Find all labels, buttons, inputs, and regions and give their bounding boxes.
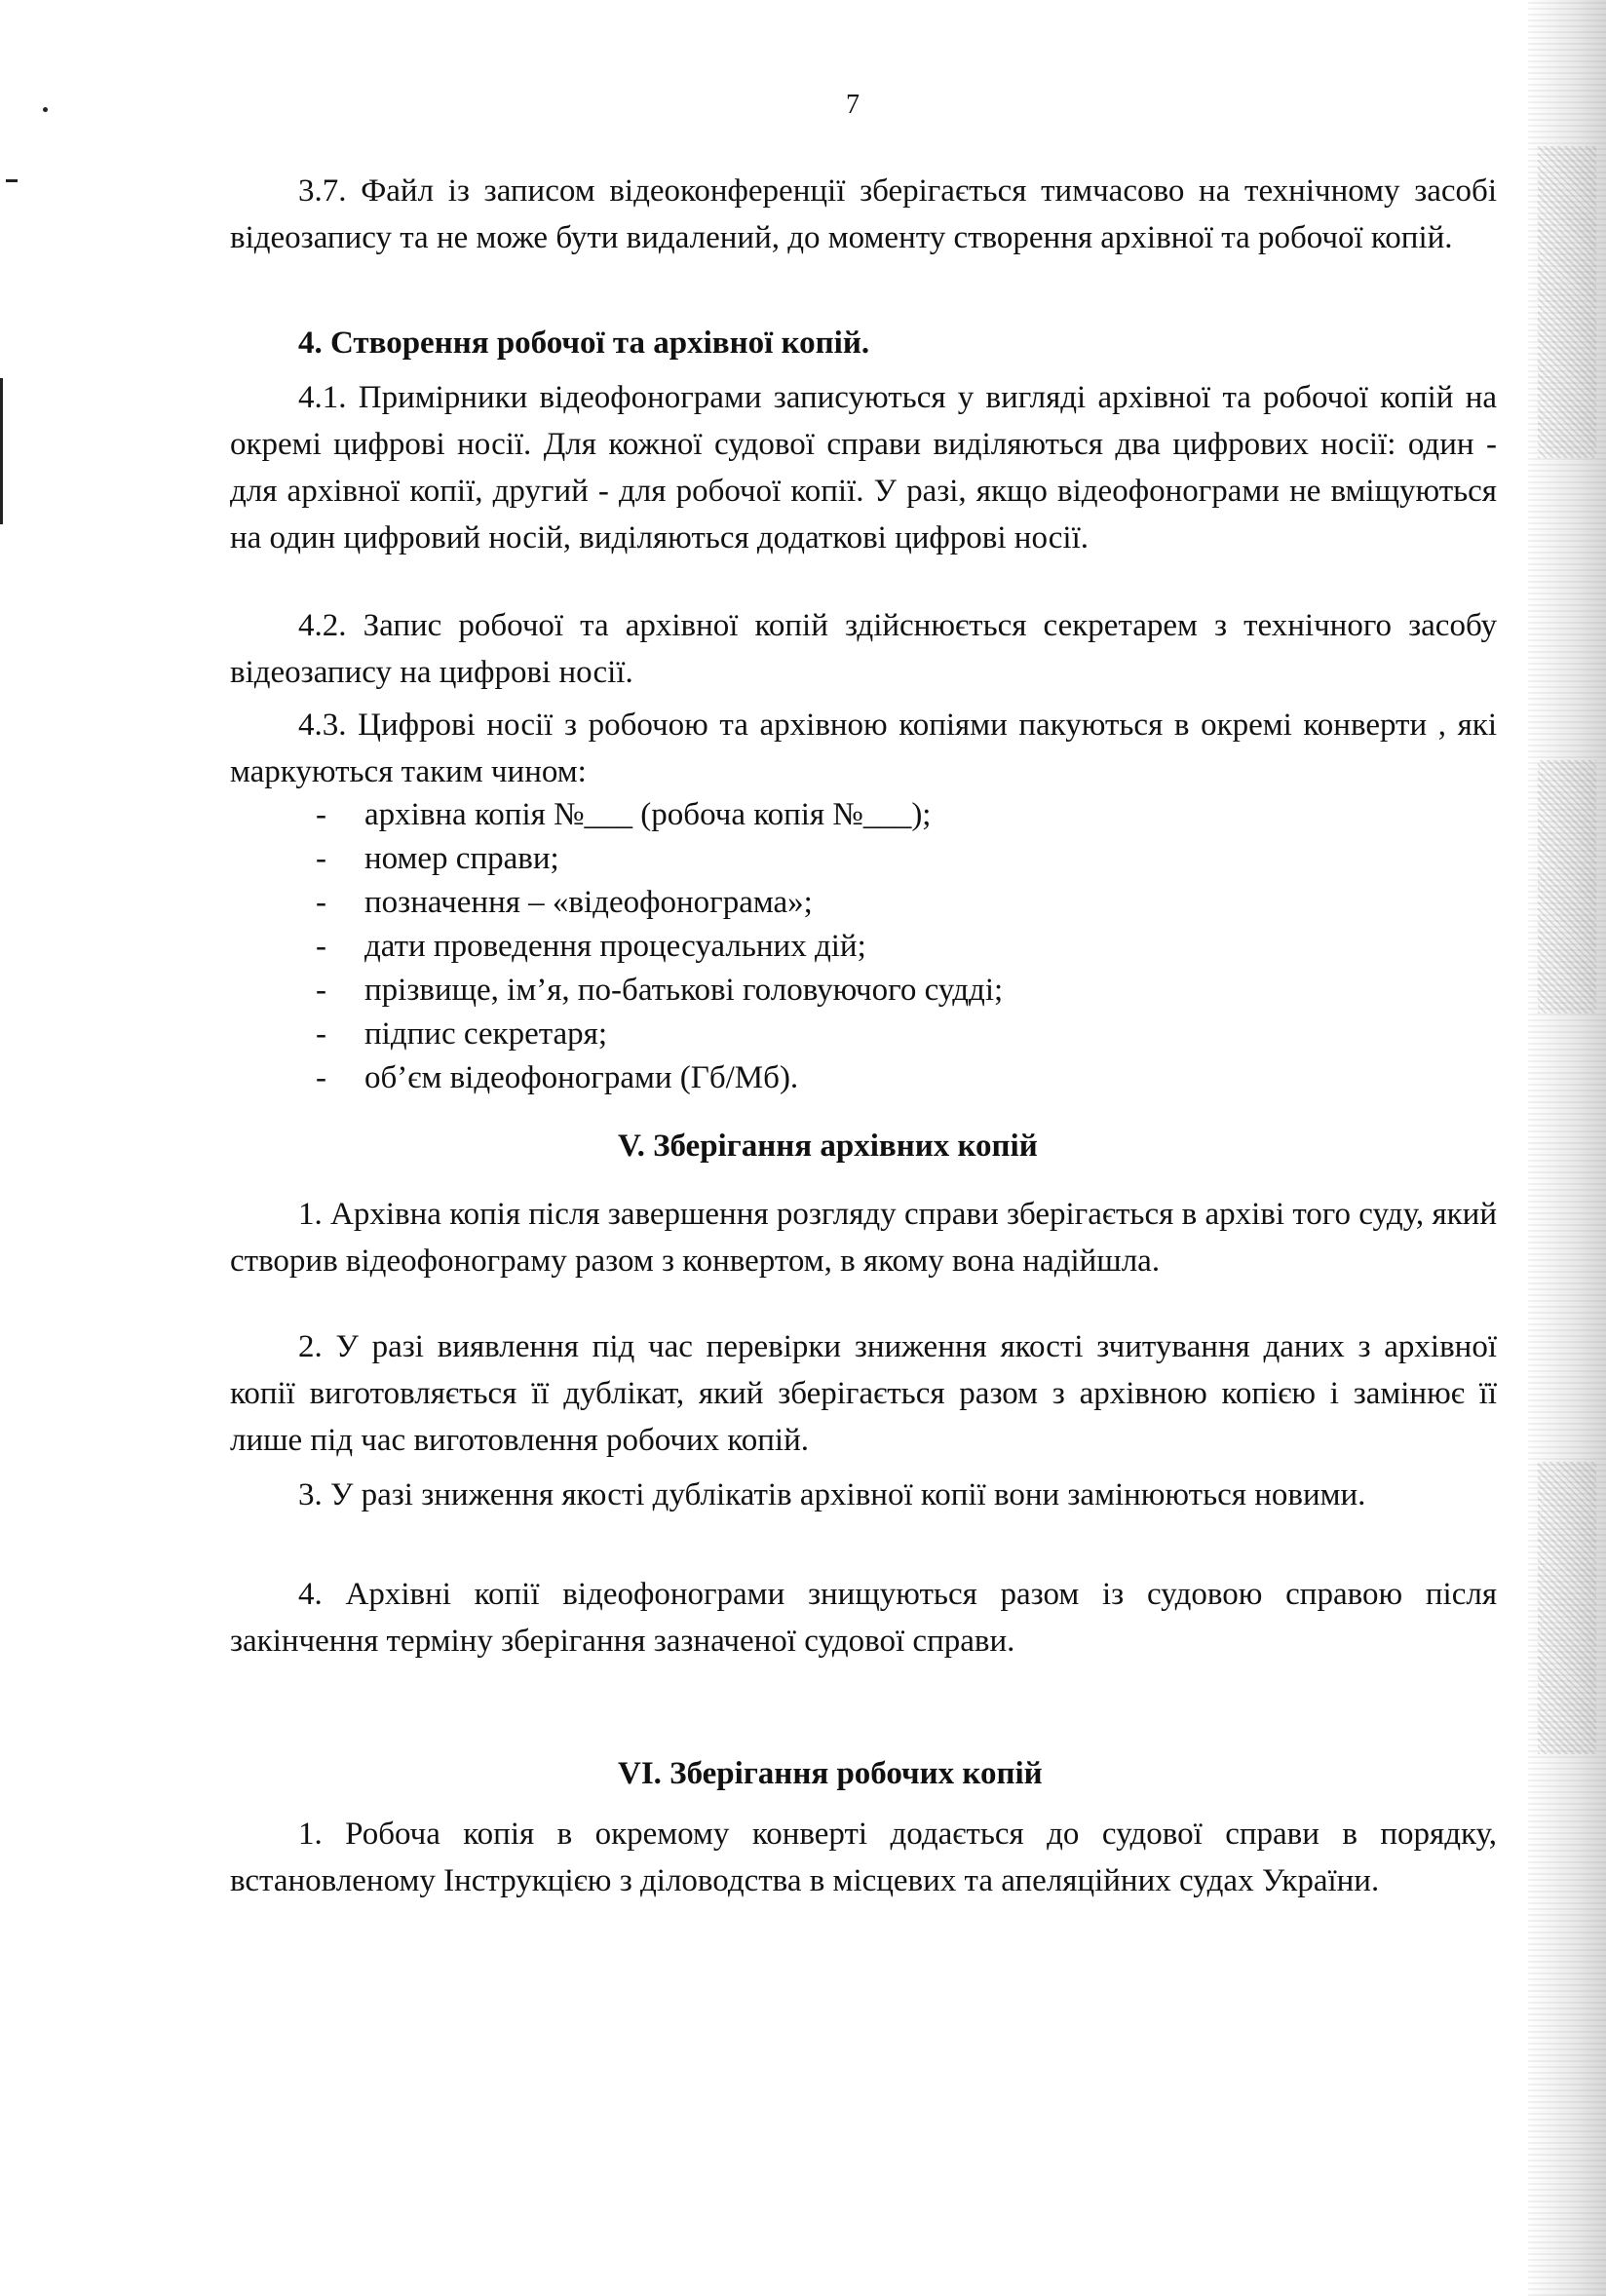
scan-dot — [43, 107, 48, 112]
list-dash: - — [316, 797, 326, 832]
scan-margin-line — [0, 378, 3, 524]
marking-list — [230, 793, 1399, 1100]
list-dash: - — [316, 885, 326, 920]
list-dash: - — [316, 1016, 326, 1052]
paragraph-6-1: 1. Робоча копія в окремому конверті додається до судової справи в порядку, встановленому Інструкцією з діловодства в місцевих та апеляційних судах України. — [230, 1817, 1497, 1898]
list-dash: - — [316, 973, 326, 1008]
scan-mark — [6, 179, 18, 182]
scan-noise — [1538, 760, 1596, 1014]
paragraph-5-2: 2. У разі виявлення під час перевірки зниження якості зчитування даних з архівної копії виготовляється її дублікат, який зберігається разом з архівною копією і замінює її лише під час виготовлення робочих копій. — [230, 1329, 1497, 1458]
list-item — [230, 1056, 1399, 1100]
list-item-text: дати проведення процесуальних дій; — [364, 929, 866, 964]
list-item-text: позначення – «відеофонограма»; — [364, 885, 813, 920]
list-item — [230, 881, 1399, 925]
list-item — [230, 1013, 1399, 1056]
paragraph-4-1: 4.1. Примірники відеофонограми записуються у вигляді архівної та робочої копій на окремі цифрові носії. Для кожної судової справи виділяються два цифрових носії: один - для архівної копії, другий - для робочої копії. У разі, якщо відеофонограми не вміщуються на один цифровий носій, виділяються додаткові цифрові носії. — [230, 380, 1497, 555]
list-dash: - — [316, 929, 326, 964]
heading-section-5: V. Зберігання архівних копій — [618, 1129, 1038, 1164]
list-item-text: підпис секретаря; — [364, 1016, 608, 1052]
list-item — [230, 969, 1399, 1013]
list-item-text: прізвище, ім’я, по-батькові головуючого судді; — [364, 973, 1004, 1008]
page-number: 7 — [846, 90, 860, 120]
list-item — [230, 837, 1399, 881]
paragraph-5-1: 1. Архівна копія після завершення розгляду справи зберігається в архіві того суду, який створив відеофонограму разом з конвертом, в якому вона надійшла. — [230, 1197, 1497, 1279]
scan-noise — [1538, 146, 1596, 458]
heading-section-6: VI. Зберігання робочих копій — [618, 1756, 1043, 1791]
list-item — [230, 793, 1399, 837]
paragraph-5-4: 4. Архівні копії відеофонограми знищуються разом із судовою справою після закінчення терміну зберігання зазначеної судової справи. — [230, 1577, 1497, 1659]
list-dash: - — [316, 1060, 326, 1095]
list-item — [230, 925, 1399, 969]
paragraph-5-3: 3. У разі зниження якості дублікатів архівної копії вони замінюються новими. — [298, 1477, 1366, 1512]
paragraph-4-3: 4.3. Цифрові носії з робочою та архівною копіями пакуються в окремі конверти , які маркуються таким чином: — [230, 708, 1497, 789]
list-item-text: архівна копія №___ (робоча копія №___); — [364, 797, 932, 832]
list-item-text: номер справи; — [364, 841, 559, 876]
scan-noise — [1538, 1462, 1596, 1754]
list-dash: - — [316, 841, 326, 876]
paragraph-3-7: 3.7. Файл із записом відеоконференції зберігається тимчасово на технічному засобі відеозапису та не може бути видалений, до моменту створення архівної та робочої копій. — [230, 173, 1497, 255]
paragraph-4-2: 4.2. Запис робочої та архівної копій здійснюється секретарем з технічного засобу відеозапису на цифрові носії. — [230, 608, 1497, 690]
scan-edge-shadow — [1528, 0, 1606, 2296]
heading-section-4: 4. Створення робочої та архівної копій. — [298, 325, 870, 361]
list-item-text: об’єм відеофонограми (Гб/Мб). — [364, 1060, 799, 1095]
